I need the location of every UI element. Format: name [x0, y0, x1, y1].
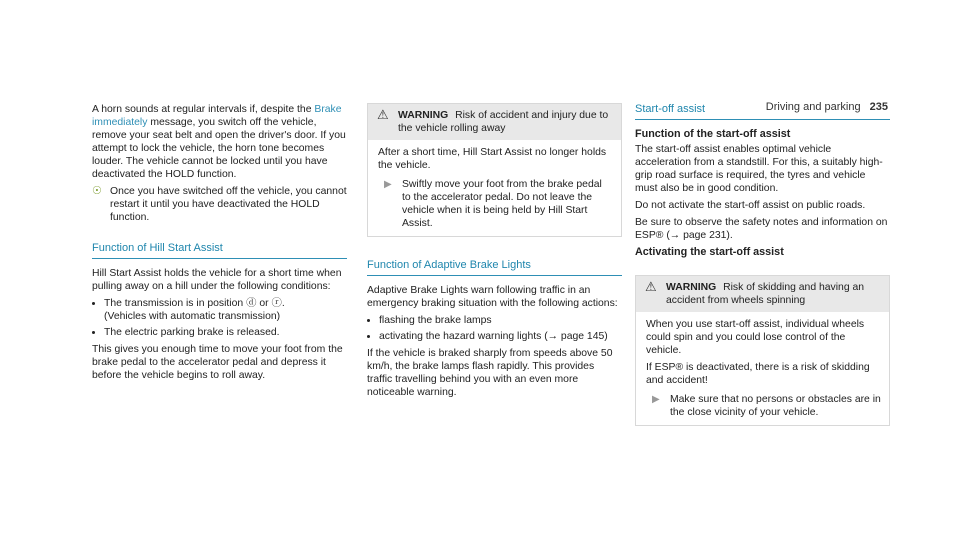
warning-icon: ⚠ [377, 107, 389, 122]
warning-icon: ⚠ [645, 279, 657, 294]
step-text: Swiftly move your foot from the brake pedal to the accelerator pedal. Do not leave the vehicle when it is being held by Hill Start Assist. [402, 179, 602, 229]
note-icon: ☉ [92, 185, 102, 197]
list-item: • The electric parking brake is released. [104, 326, 347, 339]
bullet-list [367, 314, 622, 343]
list-item [104, 297, 347, 323]
paragraph: Adaptive Brake Lights warn following traffic in an emergency braking situation with the following actions: [367, 285, 618, 309]
paragraph: The start-off assist enables optimal vehicle acceleration from a standstill. For this, a suitably high-grip road surface is required, the tyres and vehicle must also be in good condition. [635, 144, 883, 194]
paragraph: If the vehicle is braked sharply from speeds above 50 km/h, the brake lamps flash rapidly. This provides traffic travelling behind you with an even more noticeable warning. [367, 348, 613, 398]
warning-header [368, 104, 621, 140]
paragraph: Hill Start Assist holds the vehicle for a short time when pulling away on a hill under the following conditions: [92, 268, 342, 292]
horn-paragraph [92, 103, 347, 181]
section-title: Driving and parking [765, 101, 861, 113]
warning-header [636, 276, 889, 312]
note-text: Once you have switched off the vehicle, you cannot restart it until you have deactivated the HOLD function. [110, 186, 347, 223]
list-item: • flashing the brake lamps [379, 314, 622, 327]
paragraph: Be sure to observe the safety notes and information on ESP® (→ page 231). [635, 217, 888, 241]
section-heading-start-off: Start-off assist [635, 103, 890, 120]
paragraph: Do not activate the start-off assist on public roads. [635, 200, 866, 211]
brake-immediately-message: Brake immediately [92, 104, 342, 128]
bullet-list [92, 297, 347, 339]
column-middle [367, 103, 622, 403]
warning-title: WARNING [666, 282, 717, 293]
page-number: 235 [869, 101, 888, 113]
warning-body-text: After a short time, Hill Start Assist no longer holds the vehicle. [378, 147, 607, 171]
subheading: Function of the start-off assist [635, 128, 791, 140]
warning-body [368, 140, 621, 236]
text: message, you switch off the vehicle, remove your seat belt and open the driver's door. If you attempt to lock the vehicle, the horn tone becomes louder. The vehicle cannot be locked until you have deactivated the HOLD function. [92, 117, 346, 180]
warning-text: Risk of skidding and having an accident from wheels spinning [666, 282, 865, 306]
note [92, 185, 347, 224]
warning-title: WARNING [398, 110, 449, 121]
warning-step [378, 178, 613, 230]
text: A horn sounds at regular intervals if, despite the [92, 104, 312, 115]
column-right [635, 103, 890, 434]
subheading: Activating the start-off assist [635, 246, 784, 258]
text: The transmission is in position ⓓ or ⓡ. [104, 298, 285, 309]
arrow-icon: ▶ [384, 179, 392, 190]
section-heading-adaptive-brake: Function of Adaptive Brake Lights [367, 259, 622, 276]
section-heading-hill-start: Function of Hill Start Assist [92, 242, 347, 259]
column-left [92, 103, 347, 386]
arrow-icon: ▶ [652, 394, 660, 405]
list-item: • activating the hazard warning lights (→ page 145) [379, 330, 622, 343]
warning-body-text: When you use start-off assist, individual wheels could spin and you could lose control of the vehicle. [646, 319, 865, 356]
step-text: Make sure that no persons or obstacles are in the close vicinity of your vehicle. [670, 394, 881, 418]
warning-step [646, 393, 881, 419]
text: (Vehicles with automatic transmission) [104, 311, 281, 322]
warning-text: Risk of accident and injury due to the vehicle rolling away [398, 110, 609, 134]
warning-box [635, 275, 890, 426]
warning-body [636, 312, 889, 425]
warning-box [367, 103, 622, 237]
paragraph: This gives you enough time to move your foot from the brake pedal to the accelerator pedal and depress it before the vehicle begins to roll away. [92, 344, 343, 381]
warning-body-text: If ESP® is deactivated, there is a risk of skidding and accident! [646, 362, 870, 386]
